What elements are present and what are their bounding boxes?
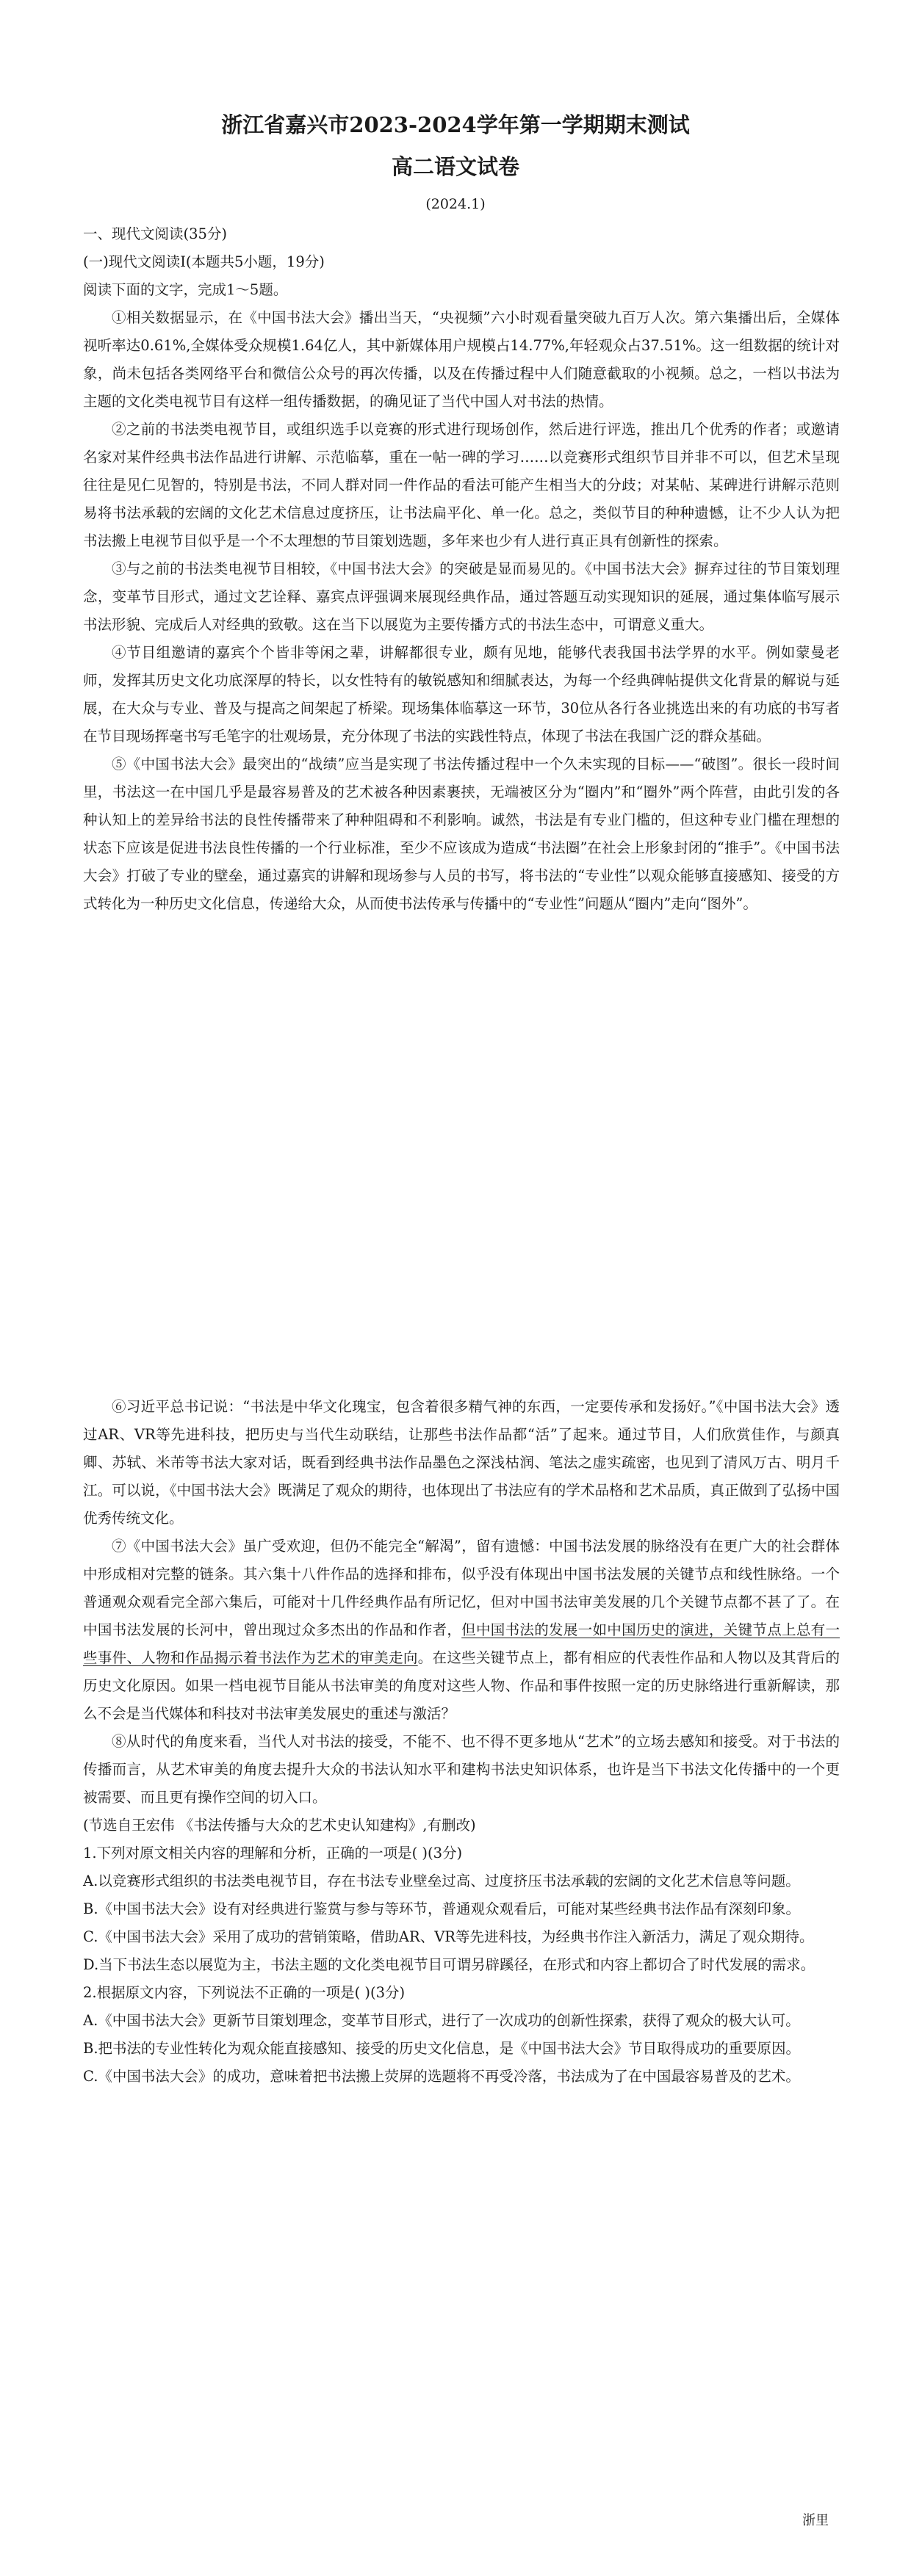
paragraph-3: ③与之前的书法类电视节目相较，《中国书法大会》的突破是显而易见的。《中国书法大会》摒弃过往的节目策划理念，变革节目形式，通过文艺诠释、嘉宾点评强调来展现经典作品，通过答题互动实现知识的延展，通过集体临写展示书法形貌、完成后人对经典的致敬。这在当下以展览为主要传播方式的书法生态中，可谓意义重大。 (83, 560, 840, 633)
paragraph-7-text-b: 。在这些关键节点上，都有相应的代表性作品和人物以及其背后的历史文化原因。如果一档电视节目能从书法审美的角度对这些人物、作品和事件按照一定的历史脉络进行重新解读，那么不会是当代媒体和科技对书法审美发展史的重述与激活？ (83, 1649, 840, 1722)
exam-title: 浙江省嘉兴市2023-2024学年第一学期期末测试 (221, 112, 690, 137)
source-note: (节选自王宏伟 《书法传播与大众的艺术史认知建构》,有删改) (83, 1817, 476, 1834)
q1-option-b: B.《中国书法大会》设有对经典进行鉴赏与参与等环节，普通观众观看后，可能对某些经典书法作品有深刻印象。 (83, 1900, 801, 1917)
paragraph-5: ⑤《中国书法大会》最突出的“战绩”应当是实现了书法传播过程中一个久未实现的目标——“破图”。很长一段时间里，书法这一在中国几乎是最容易普及的艺术被各种因素裹挟，无端被区分为“圈内”和“圈外”两个阵营，由此引发的各种认知上的差异给书法的良性传播带来了种种阻碍和不利影响。诚然，书法是有专业门槛的，但这种专业门槛在理想的状态下应该是促进书法良性传播的一个行业标准，至少不应该成为造成“书法圈”在社会上形象封闭的“推手”。《中国书法大会》打破了专业的壁垒，通过嘉宾的讲解和现场参与人员的书写，将书法的“专业性”以观众能够直接感知、接受的方式转化为一种历史文化信息，传递给大众，从而使书法传承与传播中的“专业性”问题从“圈内”走向“图外”。 (83, 756, 840, 912)
q2-option-b: B.把书法的专业性转化为观众能直接感知、接受的历史文化信息，是《中国书法大会》节目取得成功的重要原因。 (83, 2040, 801, 2057)
reading-section-top (83, 220, 840, 918)
q2-option-a: A.《中国书法大会》更新节目策划理念，变革节目形式，进行了一次成功的创新性探索，获得了观众的极大认可。 (83, 2012, 800, 2029)
q2-option-c: C.《中国书法大会》的成功，意味着把书法搬上荧屏的选题将不再受冷落，书法成为了在中国最容易普及的艺术。 (83, 2068, 800, 2085)
paragraph-7 (83, 1533, 840, 1728)
question-1: 1.下列对原文相关内容的理解和分析，正确的一项是( )(3分) (83, 1845, 463, 1862)
exam-date: (2024.1) (425, 196, 486, 212)
footer-mark: 浙里 (802, 2513, 829, 2528)
paragraph-2: ②之前的书法类电视节目，或组织选手以竞赛的形式进行现场创作，然后进行评选，推出几个优秀的作者；或邀请名家对某件经典书法作品进行讲解、示范临摹，重在一帖一碑的学习……以竞赛形式组织节目并非不可以，但艺术呈现往往是见仁见智的，特别是书法，不同人群对同一件作品的看法可能产生相当大的分歧；对某帖、某碑进行讲解示范则易将书法承载的宏阔的文化艺术信息过度挤压，让书法扁平化、单一化。总之，类似节目的种种遗憾，让不少人认为把书法搬上电视节目似乎是一个不太理想的节目策划选题，多年来也少有人进行真正具有创新性的探索。 (83, 421, 840, 549)
section-heading: 一、现代文阅读(35分) (83, 225, 228, 242)
underlined-sentence: 但中国书法的发展一如中国历史的演进，关键节点上总有一些事件、人物和作品揭示着书法作为艺术的审美走向 (83, 1621, 840, 1666)
reading-section-bottom (83, 1393, 840, 2091)
paragraph-1: ①相关数据显示，在《中国书法大会》播出当天，“央视频”六小时观看量突破九百万人次。第六集播出后，全媒体视听率达0.61%,全媒体受众规模1.64亿人，其中新媒体用户规模占14.77%,年轻观众占37.51%。这一组数据的统计对象，尚未包括各类网络平台和微信公众号的再次传播，以及在传播过程中人们随意截取的小视频。总之，一档以书法为主题的文化类电视节目有这样一组传播数据，的确见证了当代中国人对书法的热情。 (83, 309, 840, 410)
instruction-text: 阅读下面的文字，完成1～5题。 (83, 281, 288, 298)
exam-subtitle: 高二语文试卷 (391, 154, 519, 179)
q1-option-d: D.当下书法生态以展览为主，书法主题的文化类电视节目可谓另辟蹊径，在形式和内容上都切合了时代发展的需求。 (83, 1956, 815, 1973)
paragraph-6: ⑥习近平总书记说：“书法是中华文化瑰宝，包含着很多精气神的东西，一定要传承和发扬好。”《中国书法大会》透过AR、VR等先进科技，把历史与当代生动联结，让那些书法作品都“活”了起来。通过节目，人们欣赏佳作，与颜真卿、苏轼、米芾等书法大家对话，既看到经典书法作品墨色之深浅枯润、笔法之虚实疏密，也见到了清风万古、明月千江。可以说，《中国书法大会》既满足了观众的期待，也体现出了书法应有的学术品格和艺术品质，真正做到了弘扬中国优秀传统文化。 (83, 1398, 840, 1527)
paragraph-8: ⑧从时代的角度来看，当代人对书法的接受，不能不、也不得不更多地从“艺术”的立场去感知和接受。对于书法的传播而言，从艺术审美的角度去提升大众的书法认知水平和建构书法史知识体系，也许是当下书法文化传播中的一个更被需要、而且更有操作空间的切入口。 (83, 1733, 840, 1806)
paragraph-7-text-a: ⑦《中国书法大会》虽广受欢迎，但仍不能完全“解渴”，留有遗憾：中国书法发展的脉络没有在更广大的社会群体中形成相对完整的链条。其六集十八件作品的选择和排布，似乎没有体现出中国书法发展的关键节点和线性脉络。一个普通观众观看完全部六集后，可能对十几件经典作品有所记忆，但对中国书法审美发展的几个关键节点都不甚了了。在中国书法发展的长河中，曾出现过众多杰出的作品和作者， (83, 1538, 840, 1638)
question-2: 2.根据原文内容，下列说法不正确的一项是( )(3分) (83, 1984, 406, 2001)
subsection-heading: (一)现代文阅读Ⅰ(本题共5小题，19分) (83, 253, 325, 270)
q1-option-c: C.《中国书法大会》采用了成功的营销策略，借助AR、VR等先进科技，为经典书作注入新活力，满足了观众期待。 (83, 1928, 814, 1945)
paragraph-4: ④节目组邀请的嘉宾个个皆非等闲之辈，讲解都很专业，颇有见地，能够代表我国书法学界的水平。例如蒙曼老师，发挥其历史文化功底深厚的特长，以女性特有的敏锐感知和细腻表达，为每一个经典碑帖提供文化背景的解说与延展，在大众与专业、普及与提高之间架起了桥梁。现场集体临摹这一环节，30位从各行各业挑选出来的有功底的书写者在节目现场挥毫书写毛笔字的壮观场景，充分体现了书法的实践性特点，体现了书法在我国广泛的群众基础。 (83, 644, 840, 745)
q1-option-a: A.以竞赛形式组织的书法类电视节目，存在书法专业壁垒过高、过度挤压书法承载的宏阔的文化艺术信息等问题。 (83, 1873, 800, 1889)
